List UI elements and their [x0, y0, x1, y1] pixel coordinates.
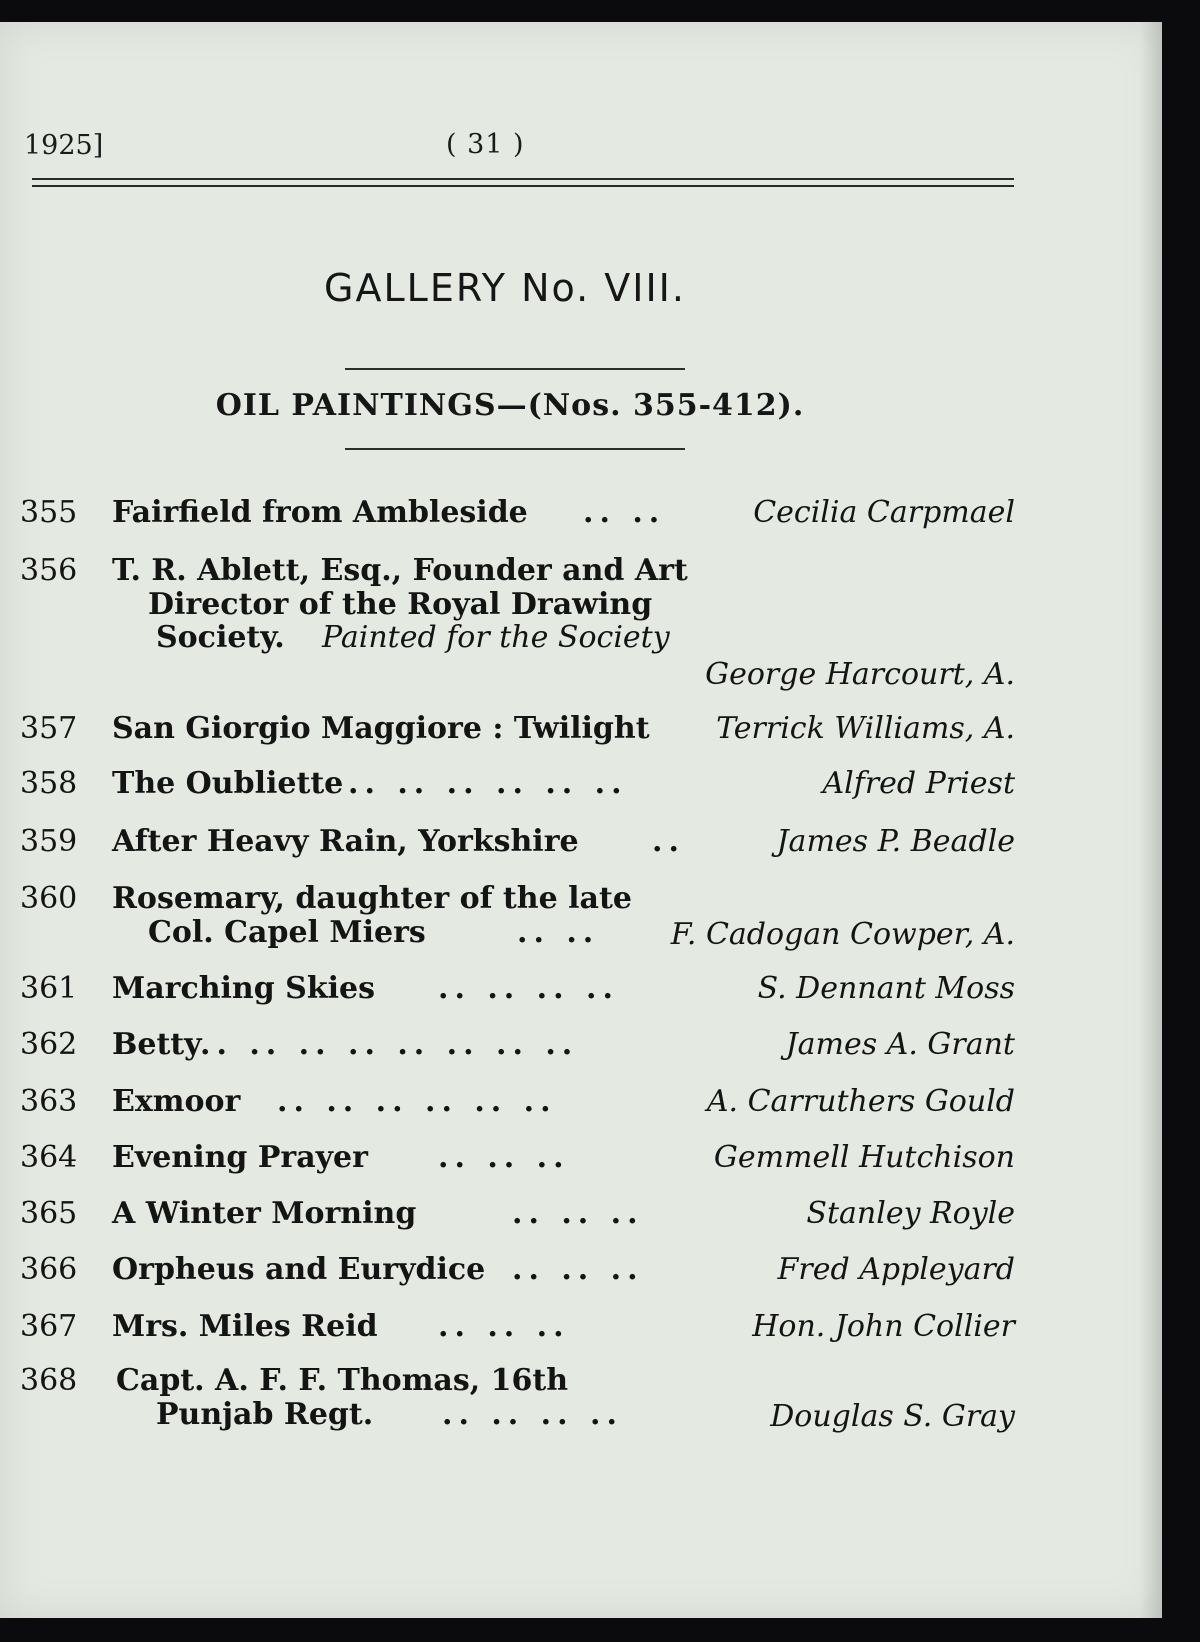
header-double-rule — [32, 178, 1014, 187]
entry-number: 358 — [20, 766, 78, 801]
entry-artist: James P. Beadle — [776, 824, 1015, 859]
entry-title: Mrs. Miles Reid — [112, 1309, 378, 1344]
entry-number: 355 — [20, 495, 78, 530]
entry-leader: .. .. .. .. — [442, 1397, 623, 1432]
entry-number: 360 — [20, 881, 78, 916]
entry-note: Painted for the Society — [322, 620, 670, 655]
entry-title: Orpheus and Eurydice — [112, 1252, 486, 1287]
title-rule-upper — [345, 368, 685, 370]
entry-title: San Giorgio Maggiore : Twilight — [112, 711, 650, 746]
entry-title: The Oubliette — [112, 766, 344, 801]
entry-number: 365 — [20, 1196, 78, 1231]
header-page-number: ( 31 ) — [446, 129, 525, 160]
entry-artist: George Harcourt, A. — [705, 657, 1015, 692]
catalogue-page — [0, 22, 1162, 1618]
entry-title: Fairfield from Ambleside — [112, 495, 528, 530]
entry-artist: Terrick Williams, A. — [716, 711, 1015, 746]
entry-artist: A. Carruthers Gould — [706, 1084, 1015, 1119]
entry-title: Capt. A. F. F. Thomas, 16th — [116, 1363, 569, 1398]
entry-artist: Cecilia Carpmael — [753, 495, 1015, 530]
entry-artist: James A. Grant — [785, 1027, 1015, 1062]
entry-title: Exmoor — [112, 1084, 241, 1119]
entry-title: Evening Prayer — [112, 1140, 368, 1175]
entry-leader: .. — [652, 824, 685, 859]
entry-number: 368 — [20, 1363, 78, 1398]
entry-artist: Gemmell Hutchison — [713, 1140, 1015, 1175]
entry-artist: Stanley Royle — [806, 1196, 1015, 1231]
entry-title: Punjab Regt. — [156, 1397, 374, 1432]
entry-leader: .. .. .. — [512, 1196, 644, 1231]
entry-leader: .. .. .. — [438, 1140, 570, 1175]
entry-number: 357 — [20, 711, 78, 746]
gallery-title: GALLERY No. VIII. — [324, 266, 686, 310]
entry-number: 361 — [20, 971, 78, 1006]
entry-artist: Douglas S. Gray — [770, 1399, 1015, 1434]
entry-leader: .. .. — [583, 495, 666, 530]
entry-artist: Alfred Priest — [822, 766, 1015, 801]
entry-number: 363 — [20, 1084, 78, 1119]
title-rule-lower — [345, 448, 685, 450]
section-title: OIL PAINTINGS—(Nos. 355-412). — [215, 388, 805, 423]
entry-title: T. R. Ablett, Esq., Founder and Art — [112, 553, 688, 588]
entry-title: A Winter Morning — [112, 1196, 417, 1231]
entry-title: Col. Capel Miers — [148, 915, 426, 950]
entry-title: After Heavy Rain, Yorkshire — [112, 824, 579, 859]
entry-leader: .. .. .. .. .. .. — [348, 766, 628, 801]
entry-leader: .. .. — [517, 915, 600, 950]
entry-artist: S. Dennant Moss — [757, 971, 1015, 1006]
entry-leader: .. .. .. — [438, 1309, 570, 1344]
entry-artist: Hon. John Collier — [752, 1309, 1015, 1344]
entry-title: Rosemary, daughter of the late — [112, 881, 632, 916]
page-edge-shadow — [1140, 22, 1162, 1618]
entry-title: Director of the Royal Drawing — [148, 587, 653, 622]
entry-leader: .. .. .. .. .. .. .. .. — [200, 1027, 579, 1062]
entry-number: 359 — [20, 824, 78, 859]
header-year: 1925] — [24, 130, 104, 161]
entry-leader: .. .. .. .. .. .. — [277, 1084, 557, 1119]
entry-number: 366 — [20, 1252, 78, 1287]
entry-artist: F. Cadogan Cowper, A. — [670, 917, 1015, 952]
entry-title: Society. — [156, 620, 285, 655]
entry-number: 367 — [20, 1309, 78, 1344]
entry-leader: .. .. .. — [512, 1252, 644, 1287]
entry-number: 362 — [20, 1027, 78, 1062]
entry-title: Marching Skies — [112, 971, 375, 1006]
entry-number: 364 — [20, 1140, 78, 1175]
entry-artist: Fred Appleyard — [777, 1252, 1015, 1287]
entry-title: Betty — [112, 1027, 202, 1062]
entry-number: 356 — [20, 553, 78, 588]
entry-leader: .. .. .. .. — [438, 971, 619, 1006]
